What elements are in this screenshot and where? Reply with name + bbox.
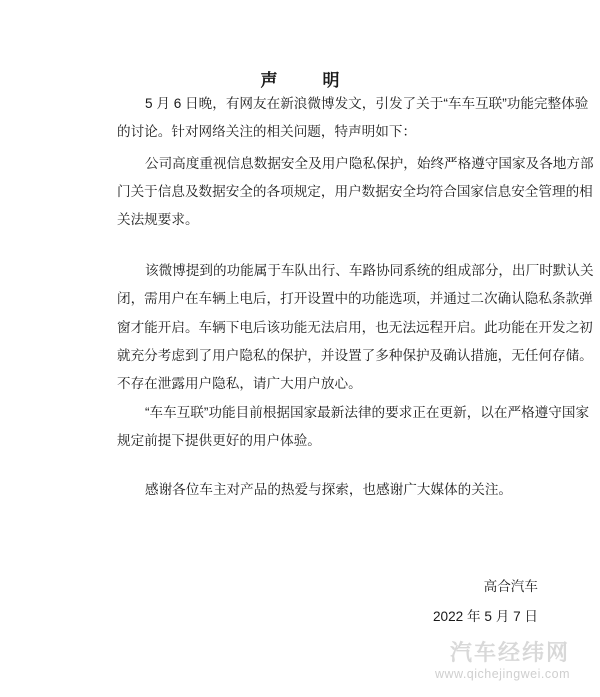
text-line: 门关于信息及数据安全的各项规定，用户数据安全均符合国家信息安全管理的相: [117, 184, 593, 199]
text-line: 就充分考虑到了用户隐私的保护，并设置了多种保护及确认措施，无任何存储。: [117, 348, 593, 363]
text-line: 窗才能开启。车辆下电后该功能无法启用，也无法远程开启。此功能在开发之初: [117, 320, 593, 335]
document-title: 声 明: [260, 71, 354, 90]
text-line: 关法规要求。: [117, 212, 199, 227]
text-line: 不存在泄露用户隐私，请广大用户放心。: [117, 376, 362, 391]
text-line: 公司高度重视信息数据安全及用户隐私保护，始终严格遵守国家及各地方部: [145, 156, 594, 171]
watermark-url: www.qichejingwei.com: [434, 667, 570, 681]
watermark-logo: 汽车经纬网: [449, 640, 570, 665]
text-line: 感谢各位车主对产品的热爱与探索，也感谢广大媒体的关注。: [145, 482, 513, 497]
text-line: 规定前提下提供更好的用户体验。: [117, 433, 321, 448]
signature-date: 2022 年 5 月 7 日: [432, 609, 538, 624]
text-line: 5 月 6 日晚，有网友在新浪微博发文，引发了关于“车车互联”功能完整体验: [145, 96, 589, 111]
text-line: “车车互联”功能目前根据国家最新法律的要求正在更新，以在严格遵守国家: [145, 405, 590, 420]
signature-company: 高合汽车: [483, 579, 538, 594]
text-line: 的讨论。针对网络关注的相关问题，特声明如下：: [117, 124, 417, 139]
text-line: 该微博提到的功能属于车队出行、车路协同系统的组成部分，出厂时默认关: [145, 263, 594, 278]
text-line: 闭，需用户在车辆上电后，打开设置中的功能选项，并通过二次确认隐私条款弹: [117, 291, 593, 306]
